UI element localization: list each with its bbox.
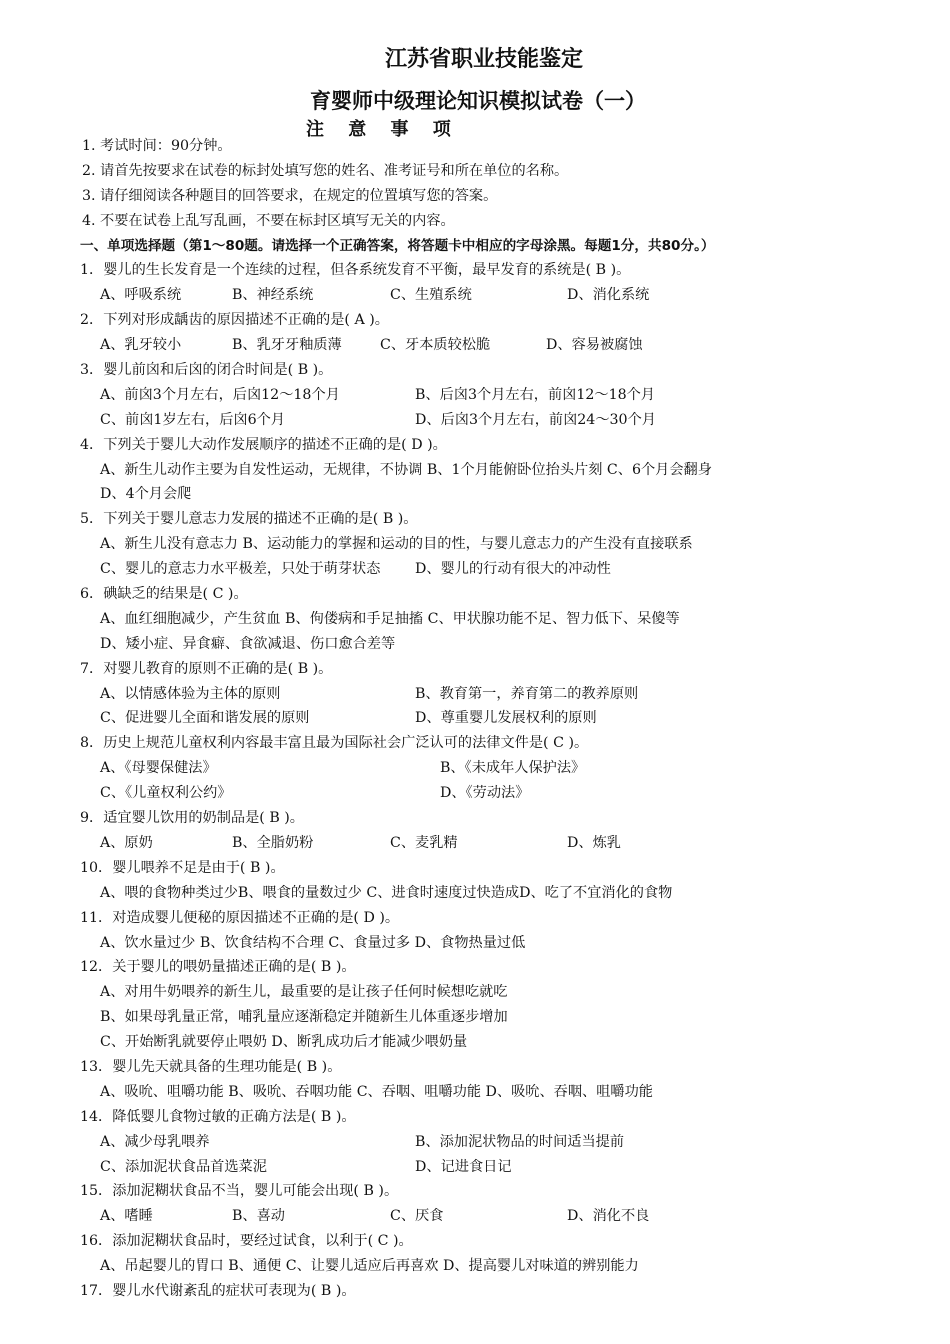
answer-option: D、《劳动法》 xyxy=(440,785,530,802)
answer-option: A、呼吸系统 xyxy=(100,287,182,304)
notice-item: 1. 考试时间：90分钟。 xyxy=(82,138,232,154)
question-stem: 15．添加泥糊状食品不当，婴儿可能会出现( B )。 xyxy=(80,1183,399,1200)
answer-option: C、厌食 xyxy=(390,1208,444,1225)
answer-option: D、炼乳 xyxy=(567,834,621,851)
question-stem: 5．下列关于婴儿意志力发展的描述不正确的是( B )。 xyxy=(80,511,418,528)
notice-item: 3. 请仔细阅读各种题目的回答要求，在规定的位置填写您的答案。 xyxy=(82,187,498,204)
answer-option: B、神经系统 xyxy=(232,287,314,304)
answer-option: B、后囟3个月左右，前囟12～18个月 xyxy=(415,386,655,403)
question-stem: 7．对婴儿教育的原则不正确的是( B )。 xyxy=(80,660,333,677)
answer-option: D、矮小症、异食癖、食欲减退、伤口愈合差等 xyxy=(100,635,396,652)
answer-option: B、《未成年人保护法》 xyxy=(440,760,586,777)
answer-option: B、添加泥状物品的时间适当提前 xyxy=(415,1133,625,1150)
answer-option: A、对用牛奶喂养的新生儿，最重要的是让孩子任何时候想吃就吃 xyxy=(100,984,508,1001)
answer-option: D、消化系统 xyxy=(567,287,650,304)
answer-option: D、记进食日记 xyxy=(415,1158,512,1175)
question-stem: 8．历史上规范儿童权利内容最丰富且最为国际社会广泛认可的法律文件是( C )。 xyxy=(80,735,589,752)
answer-option: C、开始断乳就要停止喂奶 D、断乳成功后才能减少喂奶量 xyxy=(100,1034,468,1051)
question-list xyxy=(80,258,940,1303)
question-stem: 12．关于婴儿的喂奶量描述正确的是( B )。 xyxy=(80,959,356,976)
answer-option: B、全脂奶粉 xyxy=(232,834,314,851)
question-stem: 4．下列关于婴儿大动作发展顺序的描述不正确的是( D )。 xyxy=(80,436,447,453)
answer-option: A、减少母乳喂养 xyxy=(100,1133,210,1150)
option-row xyxy=(80,831,940,856)
option-row xyxy=(80,607,940,632)
answer-option: C、促进婴儿全面和谐发展的原则 xyxy=(100,710,310,727)
notice-item: 4. 不要在试卷上乱写乱画，不要在标封区填写无关的内容。 xyxy=(82,212,455,229)
answer-option: A、嗜睡 xyxy=(100,1208,153,1225)
option-row xyxy=(80,458,940,483)
question-stem: 17．婴儿水代谢紊乱的症状可表现为( B )。 xyxy=(80,1282,356,1299)
answer-option: A、乳牙较小 xyxy=(100,337,182,354)
option-row xyxy=(80,756,940,781)
answer-option: D、后囟3个月左右，前囟24～30个月 xyxy=(415,411,656,428)
answer-option: C、前囟1岁左右，后囟6个月 xyxy=(100,411,285,428)
answer-option: B、乳牙牙釉质薄 xyxy=(232,337,342,354)
answer-option: D、尊重婴儿发展权利的原则 xyxy=(415,710,597,727)
option-row xyxy=(80,1080,940,1105)
option-row xyxy=(80,881,940,906)
answer-option: C、婴儿的意志力水平极差，只处于萌芽状态 xyxy=(100,561,381,578)
answer-option: D、婴儿的行动有很大的冲动性 xyxy=(415,561,611,578)
answer-option: B、如果母乳量正常，哺乳量应逐渐稳定并随新生儿体重逐步增加 xyxy=(100,1009,508,1026)
answer-option: A、饮水量过少 B、饮食结构不合理 C、食量过多 D、食物热量过低 xyxy=(100,934,526,951)
option-row xyxy=(80,408,940,433)
option-row xyxy=(80,283,940,308)
answer-option: A、前囟3个月左右，后囟12～18个月 xyxy=(100,386,340,403)
answer-option: A、吸吮、咀嚼功能 B、吸吮、吞咽功能 C、吞咽、咀嚼功能 D、吸吮、吞咽、咀嚼功能 xyxy=(100,1083,653,1100)
option-row xyxy=(80,532,940,557)
option-row xyxy=(80,557,940,582)
answer-option: A、以情感体验为主体的原则 xyxy=(100,685,281,702)
answer-option: D、4个月会爬 xyxy=(100,486,192,503)
answer-option: C、添加泥状食品首选菜泥 xyxy=(100,1158,267,1175)
option-row xyxy=(80,1155,940,1180)
exam-subtitle: 育婴师中级理论知识模拟试卷（一） xyxy=(310,89,646,113)
question-stem: 2．下列对形成龋齿的原因描述不正确的是( A )。 xyxy=(80,312,389,329)
option-row xyxy=(80,383,940,408)
question-stem: 11．对造成婴儿便秘的原因描述不正确的是( D )。 xyxy=(80,909,400,926)
section-heading: 一、单项选择题（第1～80题。请选择一个正确答案，将答题卡中相应的字母涂黑。每题1分，共80分。） xyxy=(80,237,715,254)
answer-option: B、喜动 xyxy=(232,1208,285,1225)
option-row xyxy=(80,1204,940,1229)
option-row xyxy=(80,706,940,731)
option-row xyxy=(80,781,940,806)
notice-heading: 注 意 事 项 xyxy=(306,119,460,140)
answer-option: A、新生儿没有意志力 B、运动能力的掌握和运动的目的性，与婴儿意志力的产生没有直接联系 xyxy=(100,536,693,553)
option-row xyxy=(80,632,940,657)
option-row xyxy=(80,333,940,358)
answer-option: C、麦乳精 xyxy=(390,834,458,851)
answer-option: A、《母婴保健法》 xyxy=(100,760,217,777)
question-stem: 6．碘缺乏的结果是( C )。 xyxy=(80,586,248,603)
option-row xyxy=(80,482,940,507)
question-stem: 1．婴儿的生长发育是一个连续的过程，但各系统发育不平衡，最早发育的系统是( B )。 xyxy=(80,262,631,279)
question-stem: 9．适宜婴儿饮用的奶制品是( B )。 xyxy=(80,810,304,827)
question-stem: 16．添加泥糊状食品时，要经过试食，以利于( C )。 xyxy=(80,1233,413,1250)
answer-option: C、《儿童权利公约》 xyxy=(100,785,232,802)
answer-option: A、喂的食物种类过少B、喂食的量数过少 C、进食时速度过快造成D、吃了不宜消化的食物 xyxy=(100,884,673,901)
answer-option: A、血红细胞减少，产生贫血 B、佝偻病和手足抽搐 C、甲状腺功能不足、智力低下、呆傻等 xyxy=(100,610,680,627)
option-row xyxy=(80,1130,940,1155)
question-stem: 10．婴儿喂养不足是由于( B )。 xyxy=(80,859,285,876)
option-row xyxy=(80,931,940,956)
option-row xyxy=(80,980,940,1005)
answer-option: A、吊起婴儿的胃口 B、通便 C、让婴儿适应后再喜欢 D、提高婴儿对味道的辨别能力 xyxy=(100,1258,639,1275)
option-row xyxy=(80,1030,940,1055)
document-title: 江苏省职业技能鉴定 xyxy=(385,47,584,72)
answer-option: D、消化不良 xyxy=(567,1208,650,1225)
answer-option: B、教育第一，养育第二的教养原则 xyxy=(415,685,639,702)
answer-option: A、新生儿动作主要为自发性运动，无规律，不协调 B、1个月能俯卧位抬头片刻 C、6个月会翻身 xyxy=(100,461,712,478)
option-row xyxy=(80,682,940,707)
exam-content xyxy=(80,134,940,1304)
question-stem: 13．婴儿先天就具备的生理功能是( B )。 xyxy=(80,1058,342,1075)
notice-item: 2. 请首先按要求在试卷的标封处填写您的姓名、准考证号和所在单位的名称。 xyxy=(82,162,569,179)
answer-option: C、牙本质较松脆 xyxy=(380,337,491,354)
answer-option: A、原奶 xyxy=(100,834,153,851)
question-stem: 14．降低婴儿食物过敏的正确方法是( B )。 xyxy=(80,1108,356,1125)
answer-option: C、生殖系统 xyxy=(390,287,472,304)
question-stem: 3．婴儿前囟和后囟的闭合时间是( B )。 xyxy=(80,362,333,379)
option-row xyxy=(80,1005,940,1030)
option-row xyxy=(80,1254,940,1279)
answer-option: D、容易被腐蚀 xyxy=(546,337,643,354)
